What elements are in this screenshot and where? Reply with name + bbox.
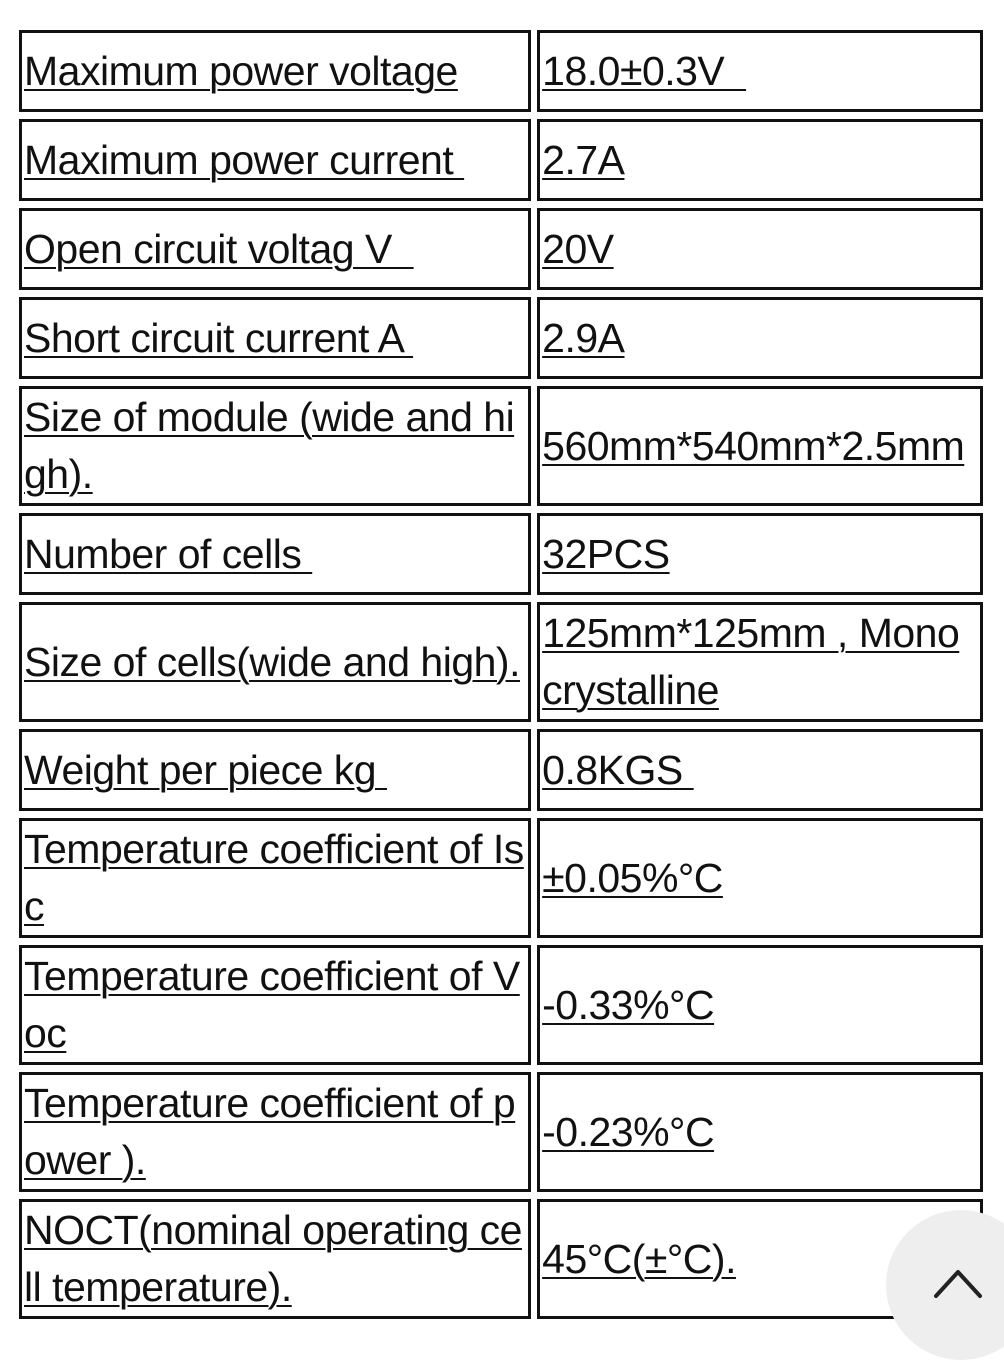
spec-label: Temperature coefficient of Isc <box>19 818 531 938</box>
table-row <box>19 602 983 722</box>
spec-value: 45°C(±°C). <box>537 1199 983 1319</box>
spec-value: 125mm*125mm , Monocrystalline <box>537 602 983 722</box>
spec-value: 2.7A <box>537 119 983 201</box>
table-row <box>19 513 983 595</box>
table-row <box>19 729 983 811</box>
spec-value: -0.23%°C <box>537 1072 983 1192</box>
table-row <box>19 945 983 1065</box>
spec-label: Weight per piece kg <box>19 729 531 811</box>
spec-value: 20V <box>537 208 983 290</box>
spec-label: Number of cells <box>19 513 531 595</box>
spec-label: Size of module (wide and high). <box>19 386 531 506</box>
spec-label: Short circuit current A <box>19 297 531 379</box>
table-row <box>19 30 983 112</box>
table-row <box>19 386 983 506</box>
spec-value: 560mm*540mm*2.5mm <box>537 386 983 506</box>
spec-label: Size of cells(wide and high). <box>19 602 531 722</box>
table-row <box>19 297 983 379</box>
spec-value: -0.33%°C <box>537 945 983 1065</box>
spec-label: Maximum power current <box>19 119 531 201</box>
table-row <box>19 1072 983 1192</box>
table-row <box>19 208 983 290</box>
table-row <box>19 1199 983 1319</box>
spec-table <box>19 23 983 1326</box>
spec-label: NOCT(nominal operating cell temperature). <box>19 1199 531 1319</box>
spec-label: Maximum power voltage <box>19 30 531 112</box>
table-row <box>19 119 983 201</box>
spec-value: 18.0±0.3V <box>537 30 983 112</box>
chevron-up-icon <box>930 1262 986 1302</box>
spec-label: Temperature coefficient of Voc <box>19 945 531 1065</box>
table-row <box>19 818 983 938</box>
spec-label: Temperature coefficient of power ). <box>19 1072 531 1192</box>
spec-value: ±0.05%°C <box>537 818 983 938</box>
spec-value: 32PCS <box>537 513 983 595</box>
spec-label: Open circuit voltag V <box>19 208 531 290</box>
spec-value: 2.9A <box>537 297 983 379</box>
spec-value: 0.8KGS <box>537 729 983 811</box>
